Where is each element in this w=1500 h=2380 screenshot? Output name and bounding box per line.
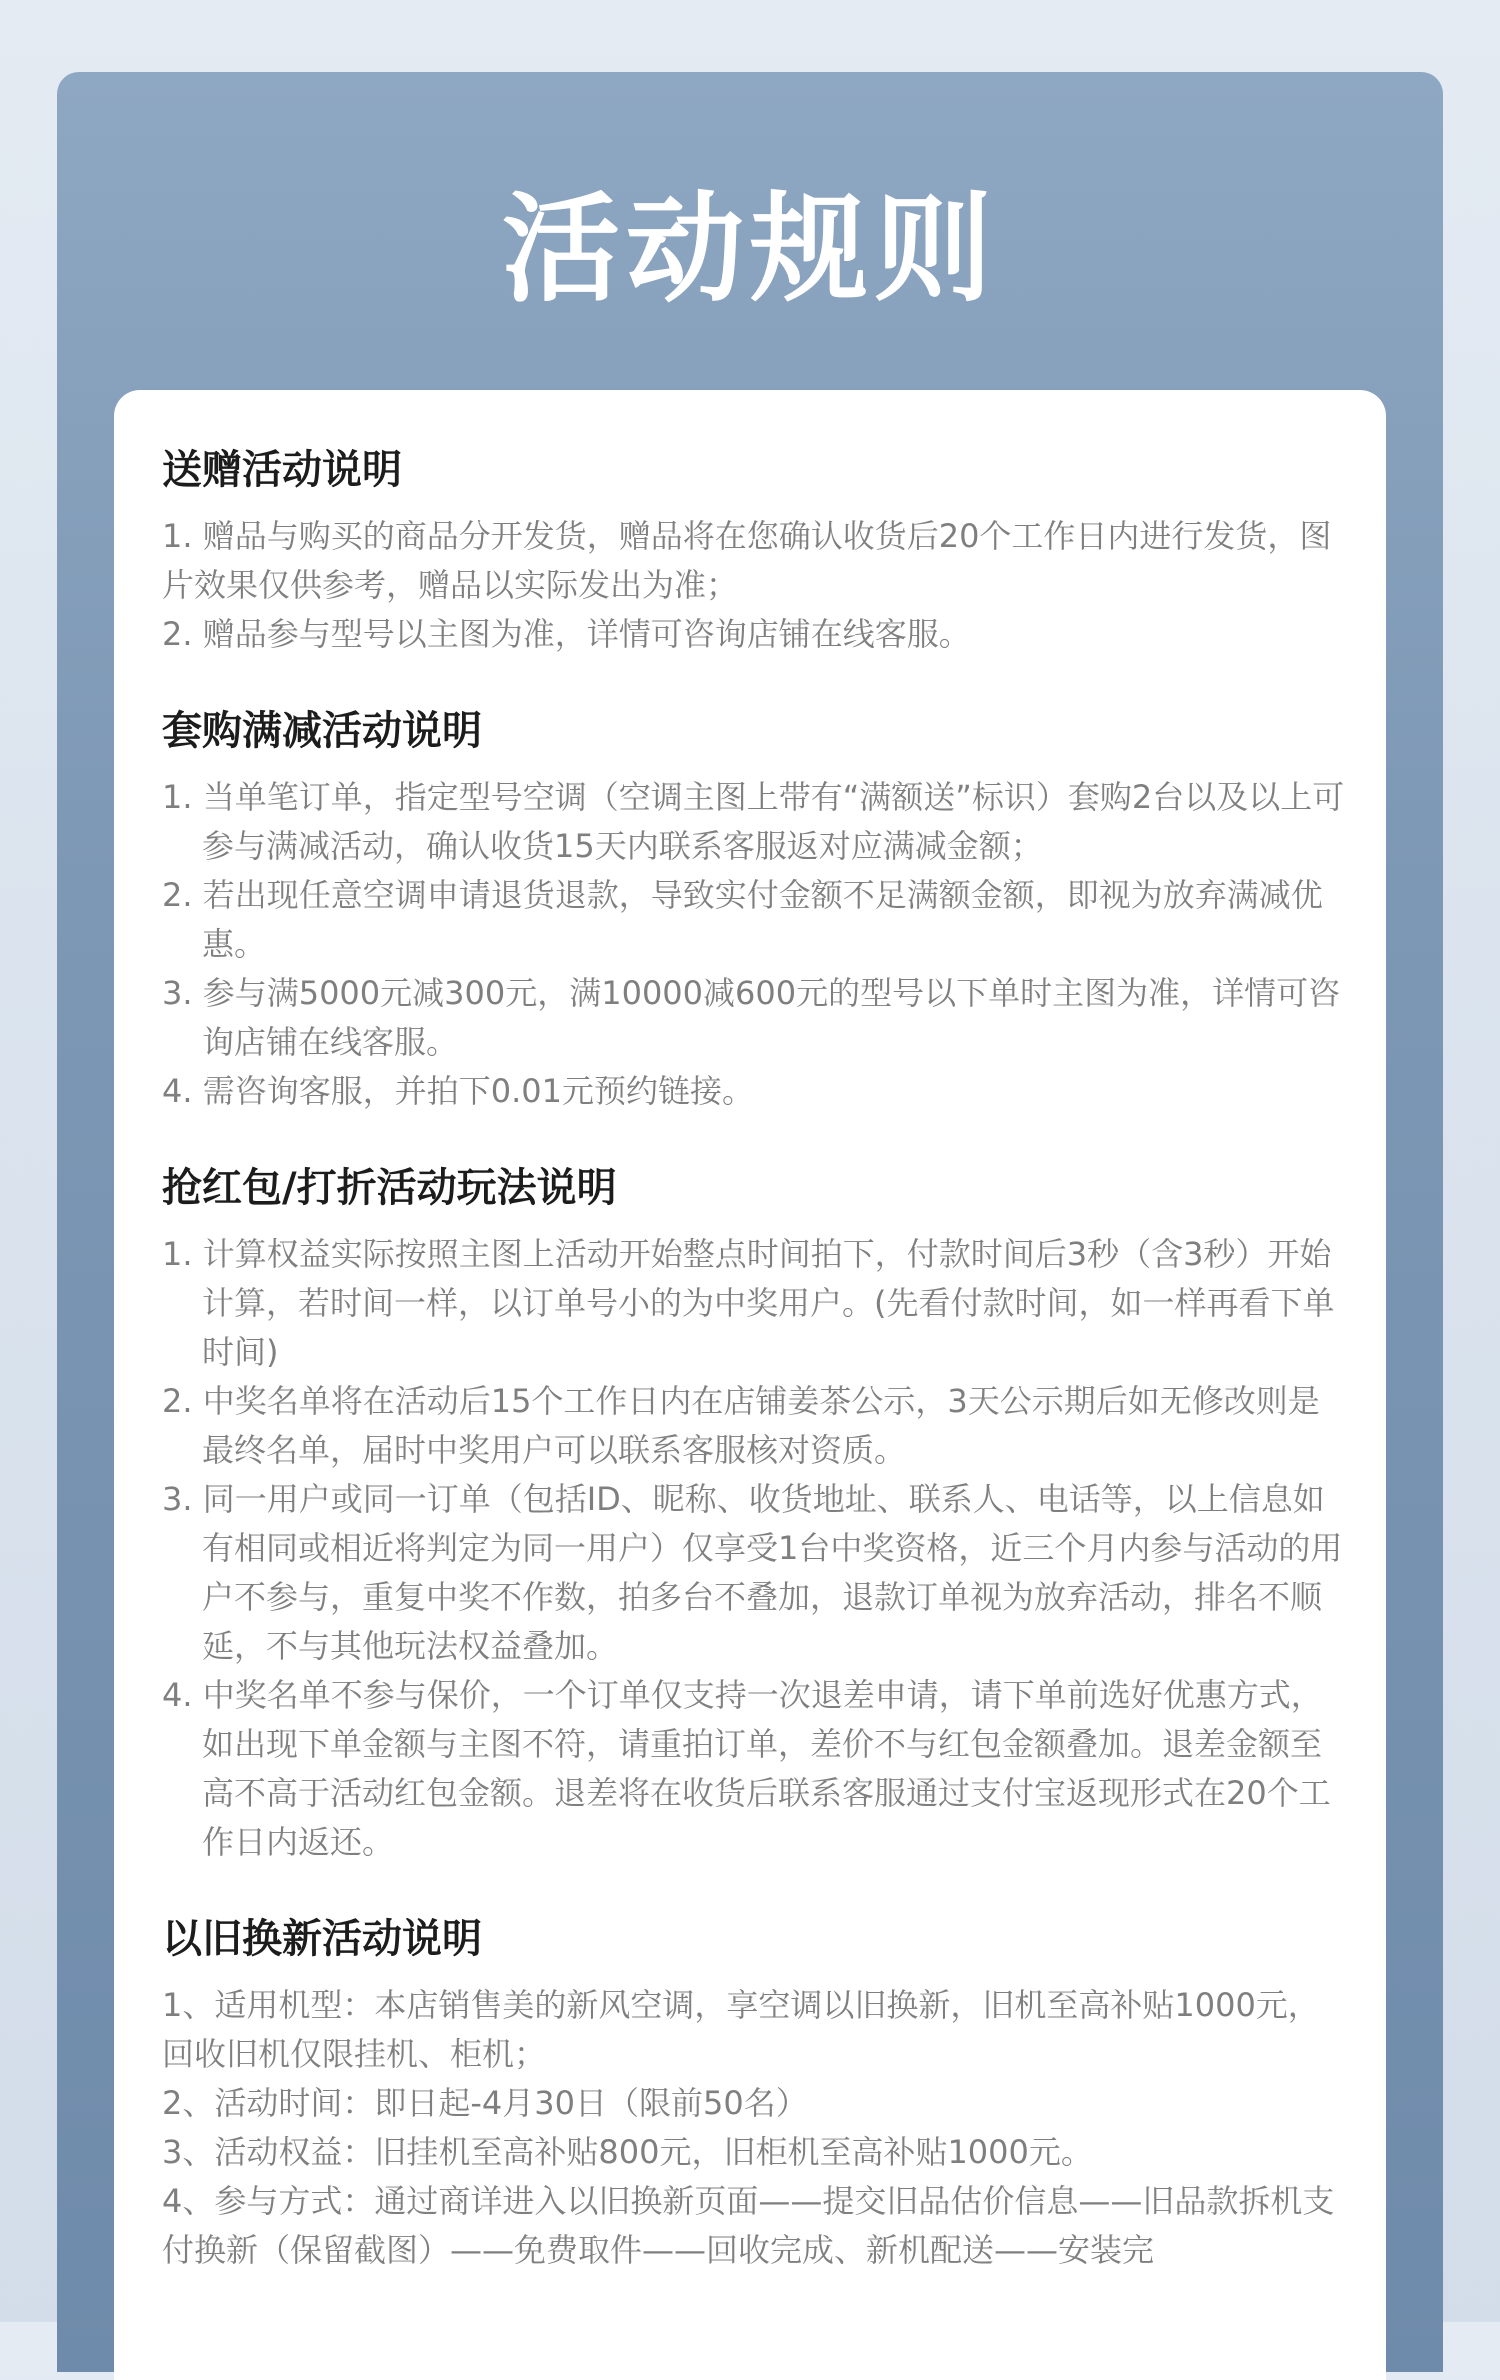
rule-item: 4. 中奖名单不参与保价，一个订单仅支持一次退差申请，请下单前选好优惠方式，如出现下单金额与主图不符，请重拍订单，差价不与红包金额叠加。退差金额至高不高于活动红包金额。退差将在收货后联系客服通过支付宝返现形式在20个工作日内返还。 bbox=[162, 1676, 1331, 1861]
section-title: 以旧换新活动说明 bbox=[162, 1916, 482, 1962]
rule-item: 3、活动权益：旧挂机至高补贴800元，旧柜机至高补贴1000元。 bbox=[162, 2133, 1093, 2171]
page-title: 活动规则 bbox=[501, 180, 998, 318]
rules-content bbox=[162, 442, 1347, 2319]
rules-card bbox=[114, 390, 1386, 2380]
rule-item: 4. 需咨询客服，并拍下0.01元预约链接。 bbox=[162, 1072, 754, 1110]
rule-item: 2、活动时间：即日起-4月30日（限前50名） bbox=[162, 2084, 808, 2122]
rules-panel bbox=[57, 72, 1443, 2372]
rule-item: 1. 当单笔订单，指定型号空调（空调主图上带有“满额送”标识）套购2台以及以上可参与满减活动，确认收货15天内联系客服返对应满减金额； bbox=[162, 778, 1345, 865]
section-bundle-discount bbox=[162, 703, 1347, 1116]
rule-item: 4、参与方式：通过商详进入以旧换新页面——提交旧品估价信息——旧品款拆机支付换新（保留截图）——免费取件——回收完成、新机配送——安装完 bbox=[162, 2182, 1335, 2269]
section-red-packet bbox=[162, 1160, 1347, 1867]
section-title: 抢红包/打折活动玩法说明 bbox=[162, 1165, 617, 1211]
rule-item: 1. 赠品与购买的商品分开发货，赠品将在您确认收货后20个工作日内进行发货，图片效果仅供参考，赠品以实际发出为准； bbox=[162, 517, 1332, 604]
rule-item: 2. 赠品参与型号以主图为准，详情可咨询店铺在线客服。 bbox=[162, 615, 971, 653]
rule-item: 1、适用机型：本店销售美的新风空调，享空调以旧换新，旧机至高补贴1000元，回收旧机仅限挂机、柜机； bbox=[162, 1986, 1320, 2073]
section-gift bbox=[162, 442, 1347, 659]
section-title: 送赠活动说明 bbox=[162, 447, 402, 493]
rule-item: 1. 计算权益实际按照主图上活动开始整点时间拍下，付款时间后3秒（含3秒）开始计算，若时间一样，以订单号小的为中奖用户。(先看付款时间，如一样再看下单时间) bbox=[162, 1235, 1335, 1371]
rule-item: 2. 若出现任意空调申请退货退款，导致实付金额不足满额金额，即视为放弃满减优惠。 bbox=[162, 876, 1323, 963]
rule-item: 2. 中奖名单将在活动后15个工作日内在店铺姜茶公示，3天公示期后如无修改则是最终名单，届时中奖用户可以联系客服核对资质。 bbox=[162, 1382, 1320, 1469]
section-title: 套购满减活动说明 bbox=[162, 708, 482, 754]
rule-item: 3. 参与满5000元减300元，满10000减600元的型号以下单时主图为准，详情可咨询店铺在线客服。 bbox=[162, 974, 1341, 1061]
section-trade-in bbox=[162, 1911, 1347, 2275]
rule-item: 3. 同一用户或同一订单（包括ID、昵称、收货地址、联系人、电话等，以上信息如有相同或相近将判定为同一用户）仅享受1台中奖资格，近三个月内参与活动的用户不参与，重复中奖不作数，拍多台不叠加，退款订单视为放弃活动，排名不顺延，不与其他玩法权益叠加。 bbox=[162, 1480, 1343, 1665]
